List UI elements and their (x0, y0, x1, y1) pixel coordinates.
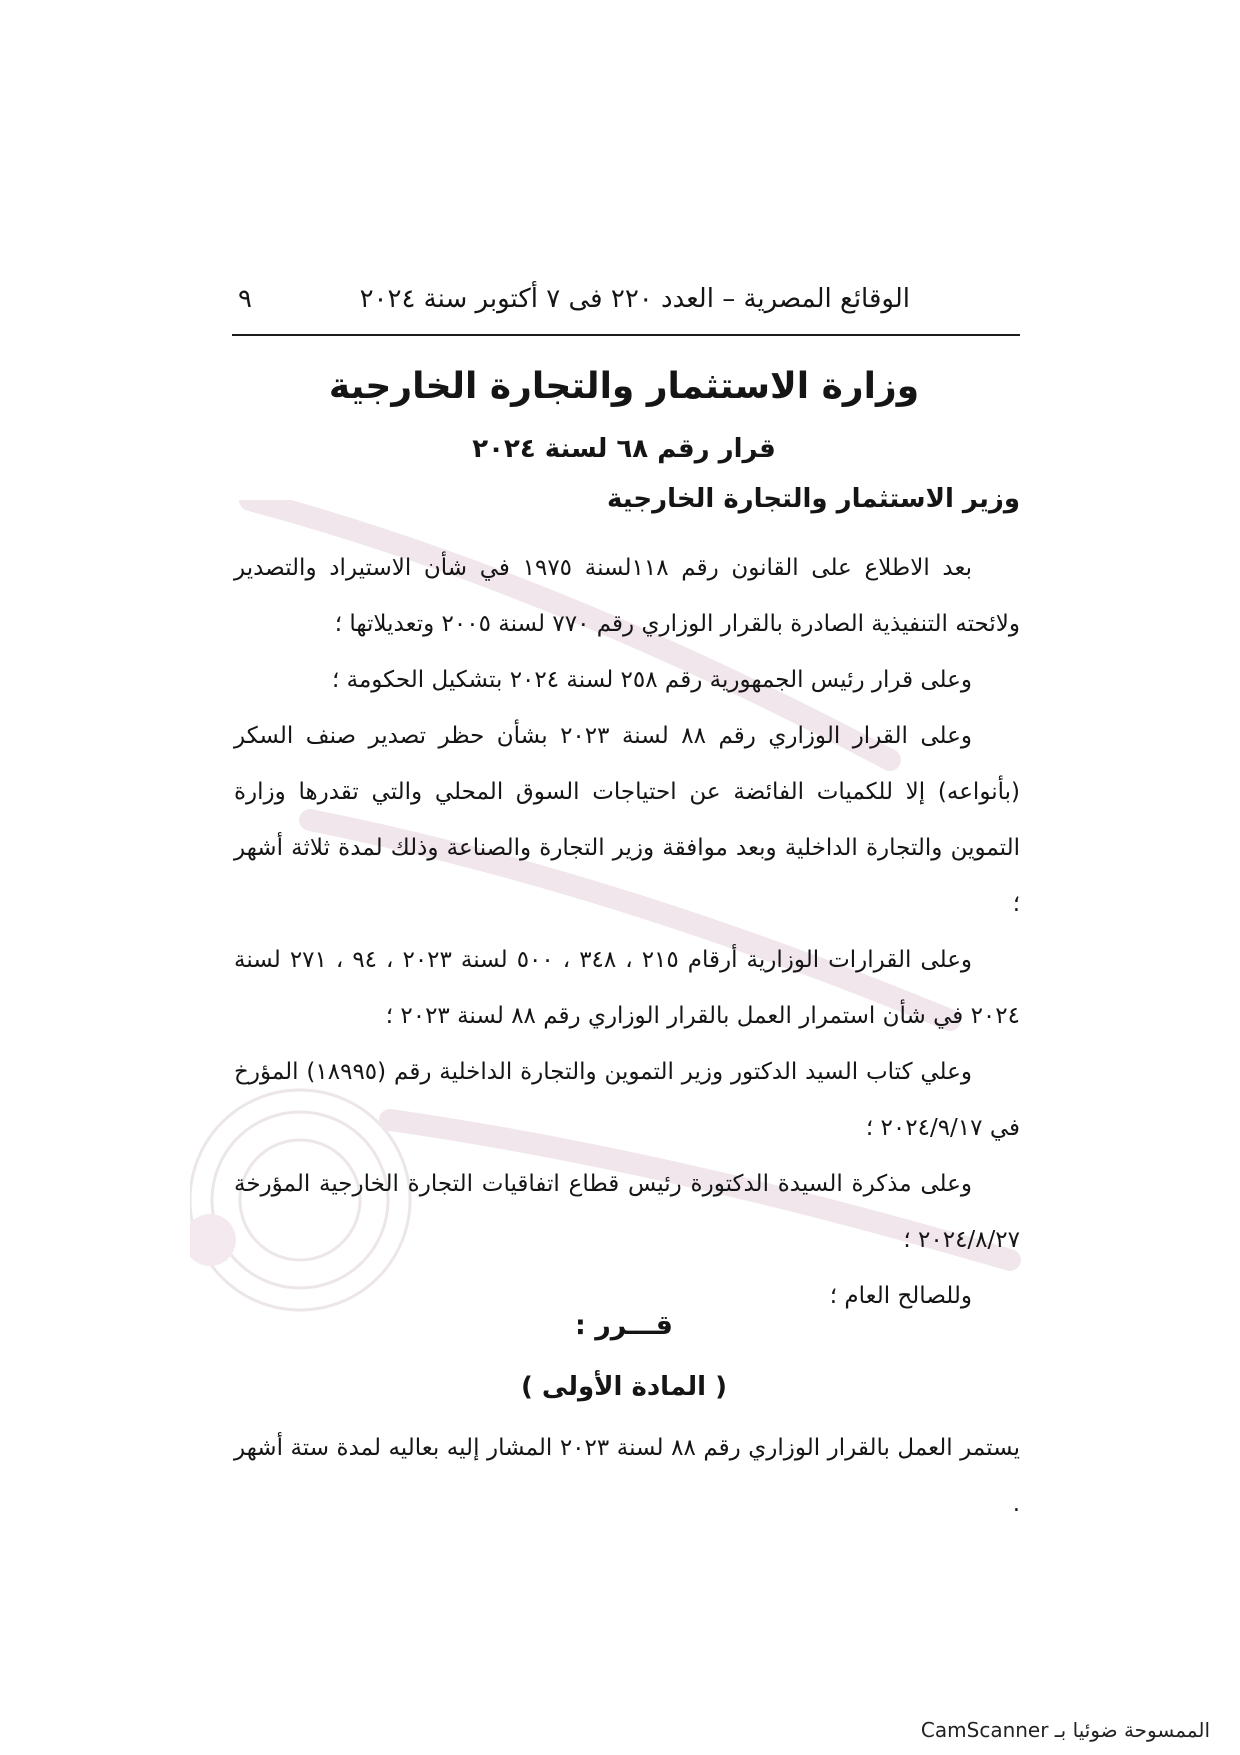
minister-title: وزير الاستثمار والتجارة الخارجية (607, 484, 1020, 514)
gazette-header (228, 278, 1020, 326)
ministry-heading: وزارة الاستثمار والتجارة الخارجية (328, 366, 920, 407)
preamble (234, 540, 1020, 1324)
preamble-paragraph: بعد الاطلاع على القانون رقم ١١٨لسنة ١٩٧٥ في شأن الاستيراد والتصدير ولائحته التنفيذية الصادرة بالقرار الوزاري رقم ٧٧٠ لسنة ٢٠٠٥ وتعديلاتها ؛ (234, 555, 1020, 637)
preamble-paragraph: وعلي كتاب السيد الدكتور وزير التموين والتجارة الداخلية رقم (١٨٩٩٥) المؤرخ في ٢٠٢٤/٩/١٧ ؛ (234, 1059, 1020, 1141)
preamble-paragraph: وعلى قرار رئيس الجمهورية رقم ٢٥٨ لسنة ٢٠٢٤ بتشكيل الحكومة ؛ (332, 667, 972, 693)
decided-heading: قـــرر : (575, 1310, 673, 1341)
article-one-title: ( المادة الأولى ) (521, 1372, 727, 1402)
preamble-paragraph: وللصالح العام ؛ (829, 1283, 972, 1309)
preamble-paragraph: وعلى القرارات الوزارية أرقام ٢١٥ ، ٣٤٨ ، ٥٠٠ لسنة ٢٠٢٣ ، ٩٤ ، ٢٧١ لسنة ٢٠٢٤ في شأن استمرار العمل بالقرار الوزاري رقم ٨٨ لسنة ٢٠٢٣ ؛ (234, 947, 1020, 1029)
article-one (234, 1420, 1020, 1532)
header-divider (232, 334, 1020, 336)
scanner-label: الممسوحة ضوئيا بـ CamScanner (920, 1718, 1210, 1742)
article-one-text: يستمر العمل بالقرار الوزاري رقم ٨٨ لسنة ٢٠٢٣ المشار إليه بعاليه لمدة ستة أشهر . (234, 1435, 1020, 1517)
preamble-paragraph: وعلى مذكرة السيدة الدكتورة رئيس قطاع اتفاقيات التجارة الخارجية المؤرخة ٢٠٢٤/٨/٢٧ ؛ (234, 1171, 1020, 1253)
page-number: ٩ (238, 284, 252, 314)
gazette-title: الوقائع المصرية – العدد ٢٢٠ فى ٧ أكتوبر سنة ٢٠٢٤ (359, 284, 910, 314)
decision-number: قرار رقم ٦٨ لسنة ٢٠٢٤ (472, 434, 776, 464)
preamble-paragraph: وعلى القرار الوزاري رقم ٨٨ لسنة ٢٠٢٣ بشأن حظر تصدير صنف السكر (بأنواعه) إلا للكميات الفائضة عن احتياجات السوق المحلي والتي تقدرها وزارة التموين والتجارة الداخلية وبعد موافقة وزير التجارة والصناعة وذلك لمدة ثلاثة أشهر ؛ (234, 723, 1020, 917)
